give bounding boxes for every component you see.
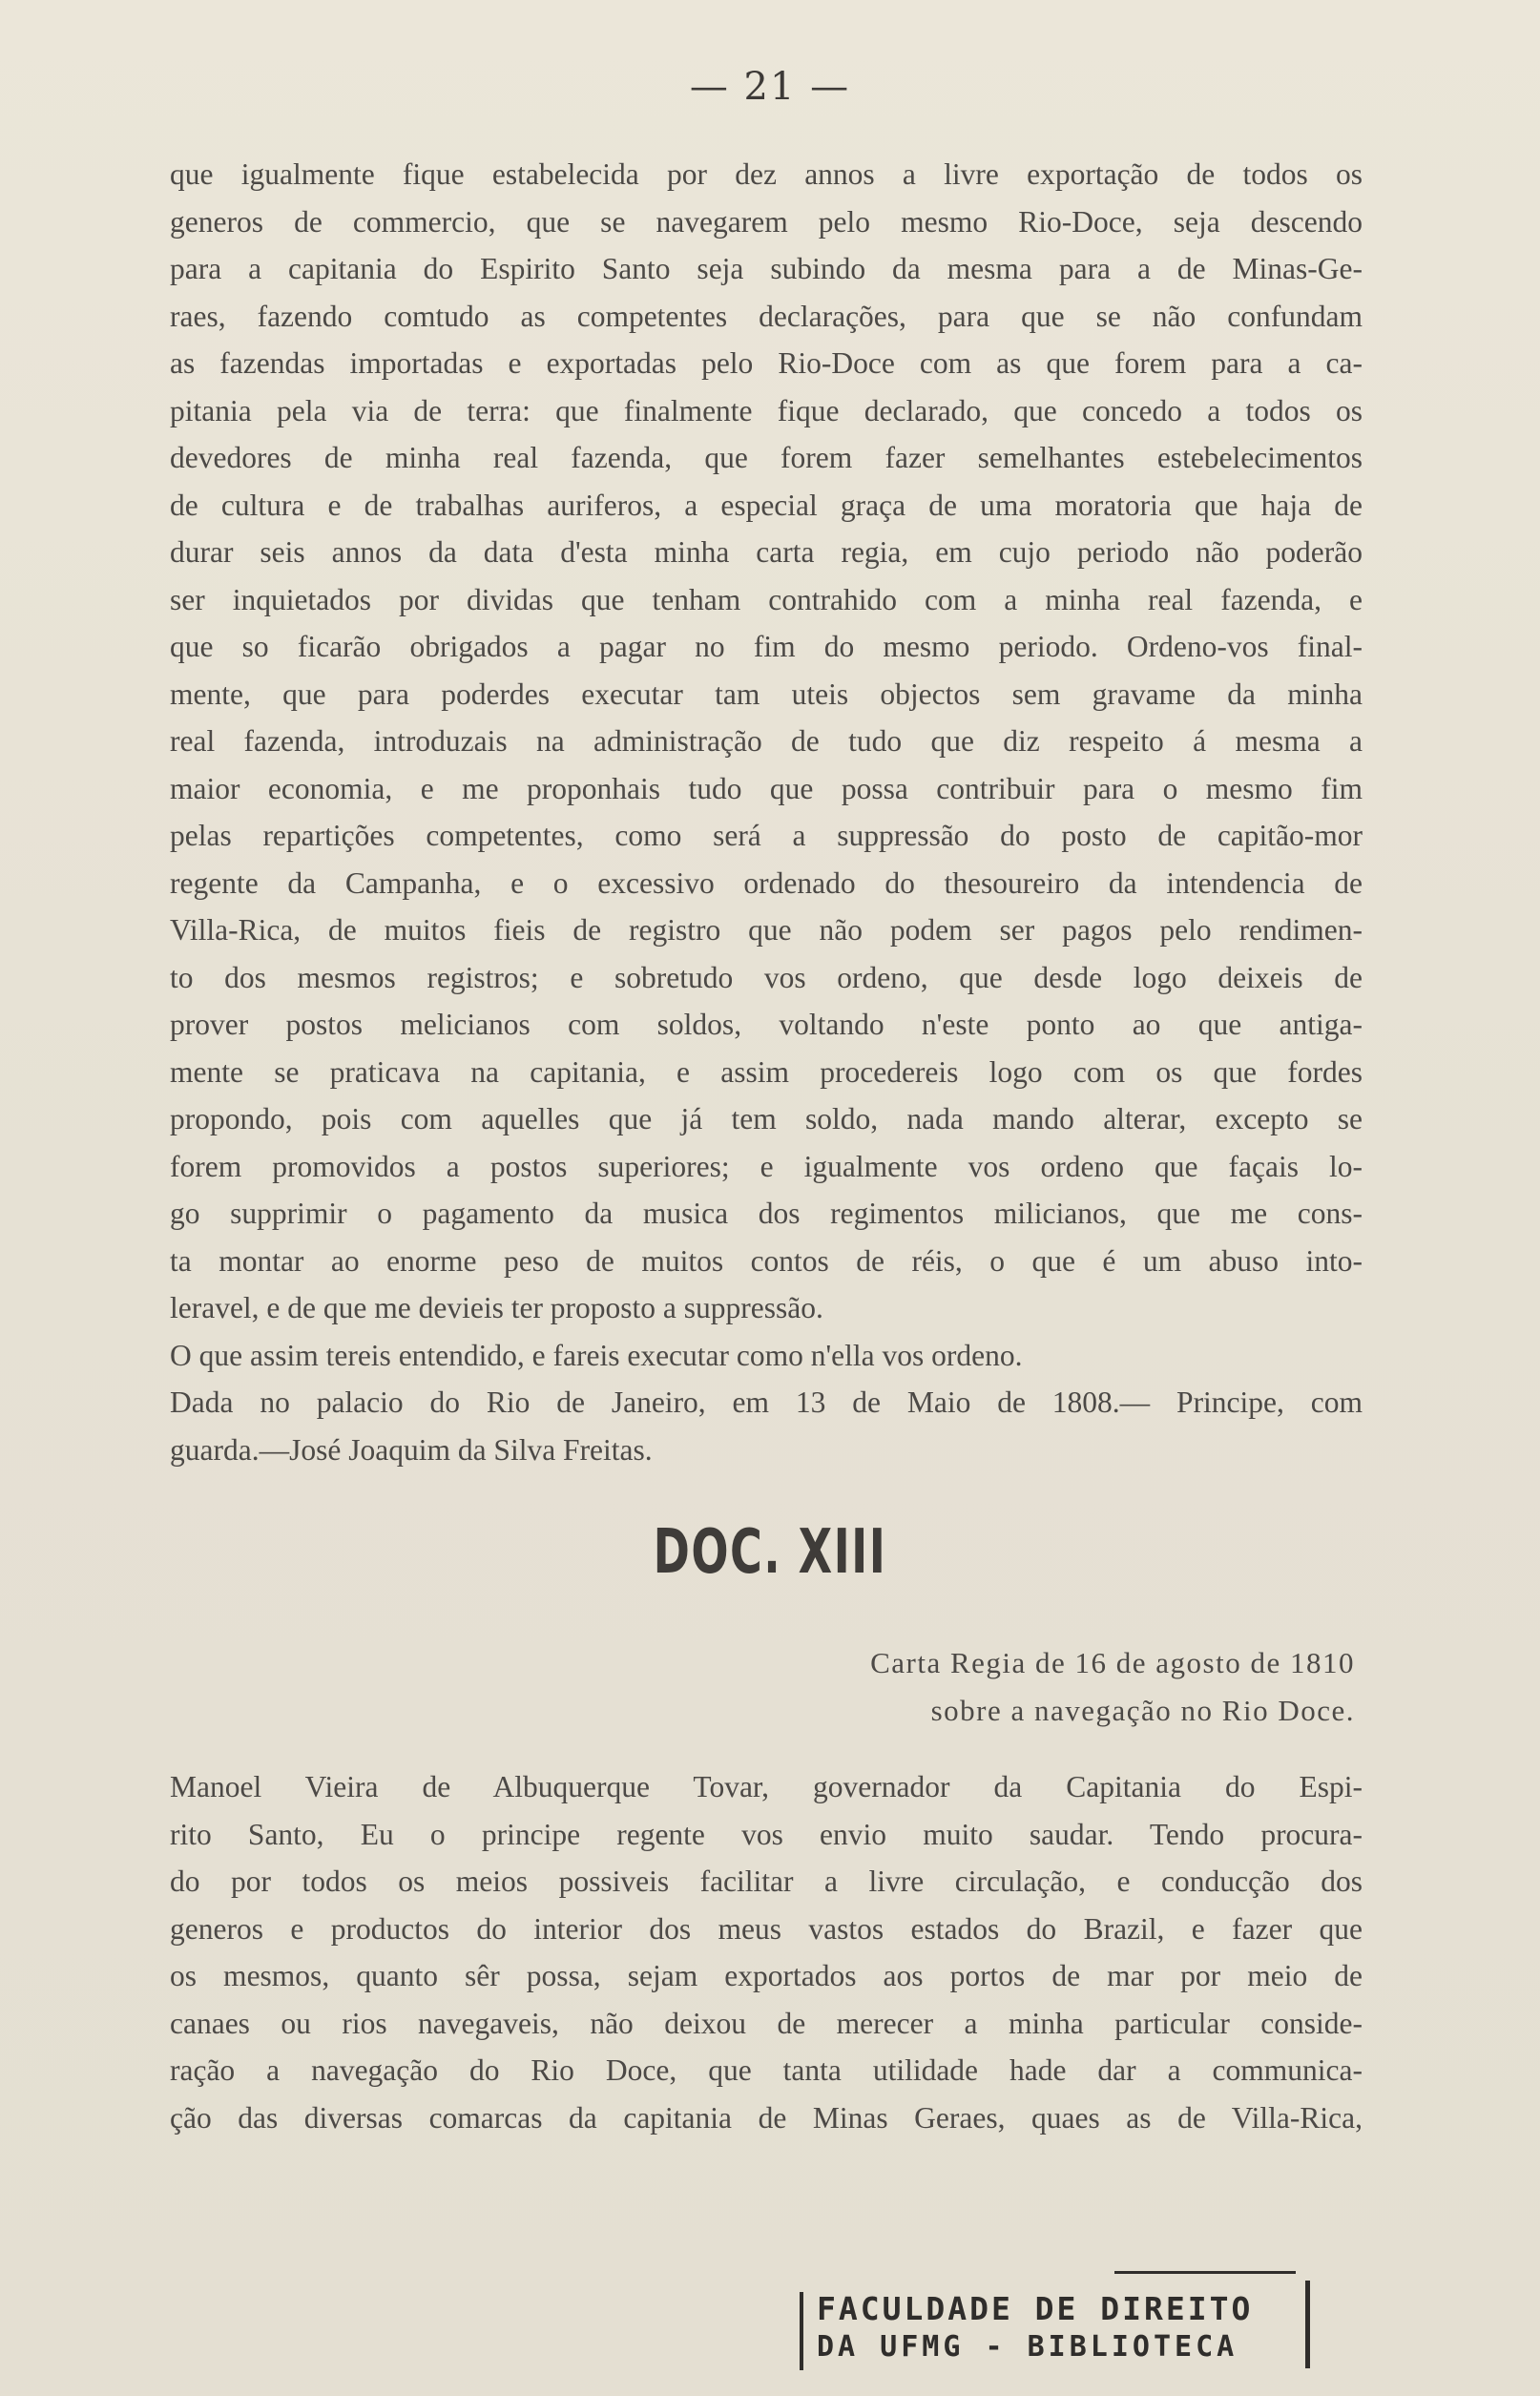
text-line: pelas repartições competentes, como será a suppressão do posto de capitão-mor — [170, 819, 1363, 852]
document-heading: DOC. XIII — [653, 1517, 887, 1588]
text-line: O que assim tereis entendido, e fareis executar como n'ella vos ordeno. — [170, 1338, 1023, 1372]
text-line: canaes ou rios navegaveis, não deixou de merecer a minha particular conside- — [170, 2006, 1363, 2040]
text-line: forem promovidos a postos superiores; e igualmente vos ordeno que façais lo- — [170, 1149, 1363, 1183]
stamp-border-right — [1305, 2281, 1310, 2368]
text-line: rito Santo, Eu o principe regente vos envio muito saudar. Tendo procura- — [170, 1817, 1363, 1851]
document-subtitle — [706, 1639, 1355, 1735]
text-line: to dos mesmos registros; e sobretudo vos ordeno, que desde logo deixeis de — [170, 960, 1363, 994]
text-line: propondo, pois com aquelles que já tem soldo, nada mando alterar, excepto se — [170, 1102, 1363, 1135]
stamp-line-1: FACULDADE DE DIREITO — [817, 2290, 1254, 2327]
document-text-carta-regia — [170, 1763, 1363, 2141]
library-stamp — [800, 2271, 1315, 2374]
text-line: real fazenda, introduzais na administração de tudo que diz respeito á mesma a — [170, 724, 1363, 758]
stamp-line-2: DA UFMG - BIBLIOTECA — [817, 2330, 1238, 2364]
subtitle-line: sobre a navegação no Rio Doce. — [930, 1694, 1355, 1727]
subtitle-line: Carta Regia de 16 de agosto de 1810 — [870, 1646, 1355, 1679]
text-line: ser inquietados por dividas que tenham contrahido com a minha real fazenda, e — [170, 582, 1363, 616]
text-line: generos e productos do interior dos meus vastos estados do Brazil, e fazer que — [170, 1911, 1363, 1946]
text-line: generos de commercio, que se navegarem pelo mesmo Rio-Doce, seja descendo — [170, 204, 1363, 239]
text-line: Manoel Vieira de Albuquerque Tovar, governador da Capitania do Espi- — [170, 1770, 1363, 1803]
text-line: ção das diversas comarcas da capitania de Minas Geraes, quaes as de Villa-Rica, — [170, 2100, 1363, 2135]
text-line: que so ficarão obrigados a pagar no fim do mesmo periodo. Ordeno-vos final- — [170, 630, 1363, 663]
text-line: Villa-Rica, de muitos fieis de registro que não podem ser pagos pelo rendimen- — [170, 913, 1363, 947]
text-line: Dada no palacio do Rio de Janeiro, em 13 de Maio de 1808.— Principe, com — [170, 1386, 1363, 1419]
text-line: de cultura e de trabalhas auriferos, a especial graça de uma moratoria que haja de — [170, 488, 1363, 522]
text-line: ração a navegação do Rio Doce, que tanta utilidade hade dar a communica- — [170, 2053, 1363, 2087]
text-line: as fazendas importadas e exportadas pelo Rio-Doce com as que forem para a ca- — [170, 346, 1363, 380]
text-line: leravel, e de que me devieis ter proposto a suppressão. — [170, 1291, 823, 1324]
text-line: go supprimir o pagamento da musica dos regimentos milicianos, que me cons- — [170, 1197, 1363, 1230]
text-line: do por todos os meios possiveis facilitar a livre circulação, e conducção dos — [170, 1865, 1363, 1898]
text-line: que igualmente fique estabelecida por dez annos a livre exportação de todos os — [170, 157, 1363, 191]
text-line: os mesmos, quanto sêr possa, sejam exportados aos portos de mar por meio de — [170, 1959, 1363, 1992]
page-number: — 21 — — [689, 65, 851, 109]
text-line: pitania pela via de terra: que finalmente fique declarado, que concedo a todos os — [170, 393, 1363, 427]
text-line: guarda.—José Joaquim da Silva Freitas. — [170, 1432, 653, 1467]
stamp-rule — [1114, 2271, 1296, 2274]
text-line: ta montar ao enorme peso de muitos contos de réis, o que é um abuso into- — [170, 1243, 1363, 1278]
text-line: regente da Campanha, e o excessivo ordenado do thesoureiro da intendencia de — [170, 865, 1363, 900]
text-line: mente se praticava na capitania, e assim procedereis logo com os que fordes — [170, 1054, 1363, 1089]
stamp-border-left — [800, 2292, 803, 2370]
text-line: para a capitania do Espirito Santo seja subindo da mesma para a de Minas-Ge- — [170, 252, 1363, 285]
text-line: maior economia, e me proponhais tudo que possa contribuir para o mesmo fim — [170, 771, 1363, 805]
text-line: raes, fazendo comtudo as competentes declarações, para que se não confundam — [170, 299, 1363, 333]
text-line: mente, que para poderdes executar tam uteis objectos sem gravame da minha — [170, 677, 1363, 711]
text-line: devedores de minha real fazenda, que forem fazer semelhantes estebelecimentos — [170, 441, 1363, 474]
document-text-continued — [170, 151, 1363, 1473]
text-line: prover postos melicianos com soldos, voltando n'este ponto ao que antiga- — [170, 1008, 1363, 1041]
text-line: durar seis annos da data d'esta minha carta regia, em cujo periodo não poderão — [170, 535, 1363, 569]
